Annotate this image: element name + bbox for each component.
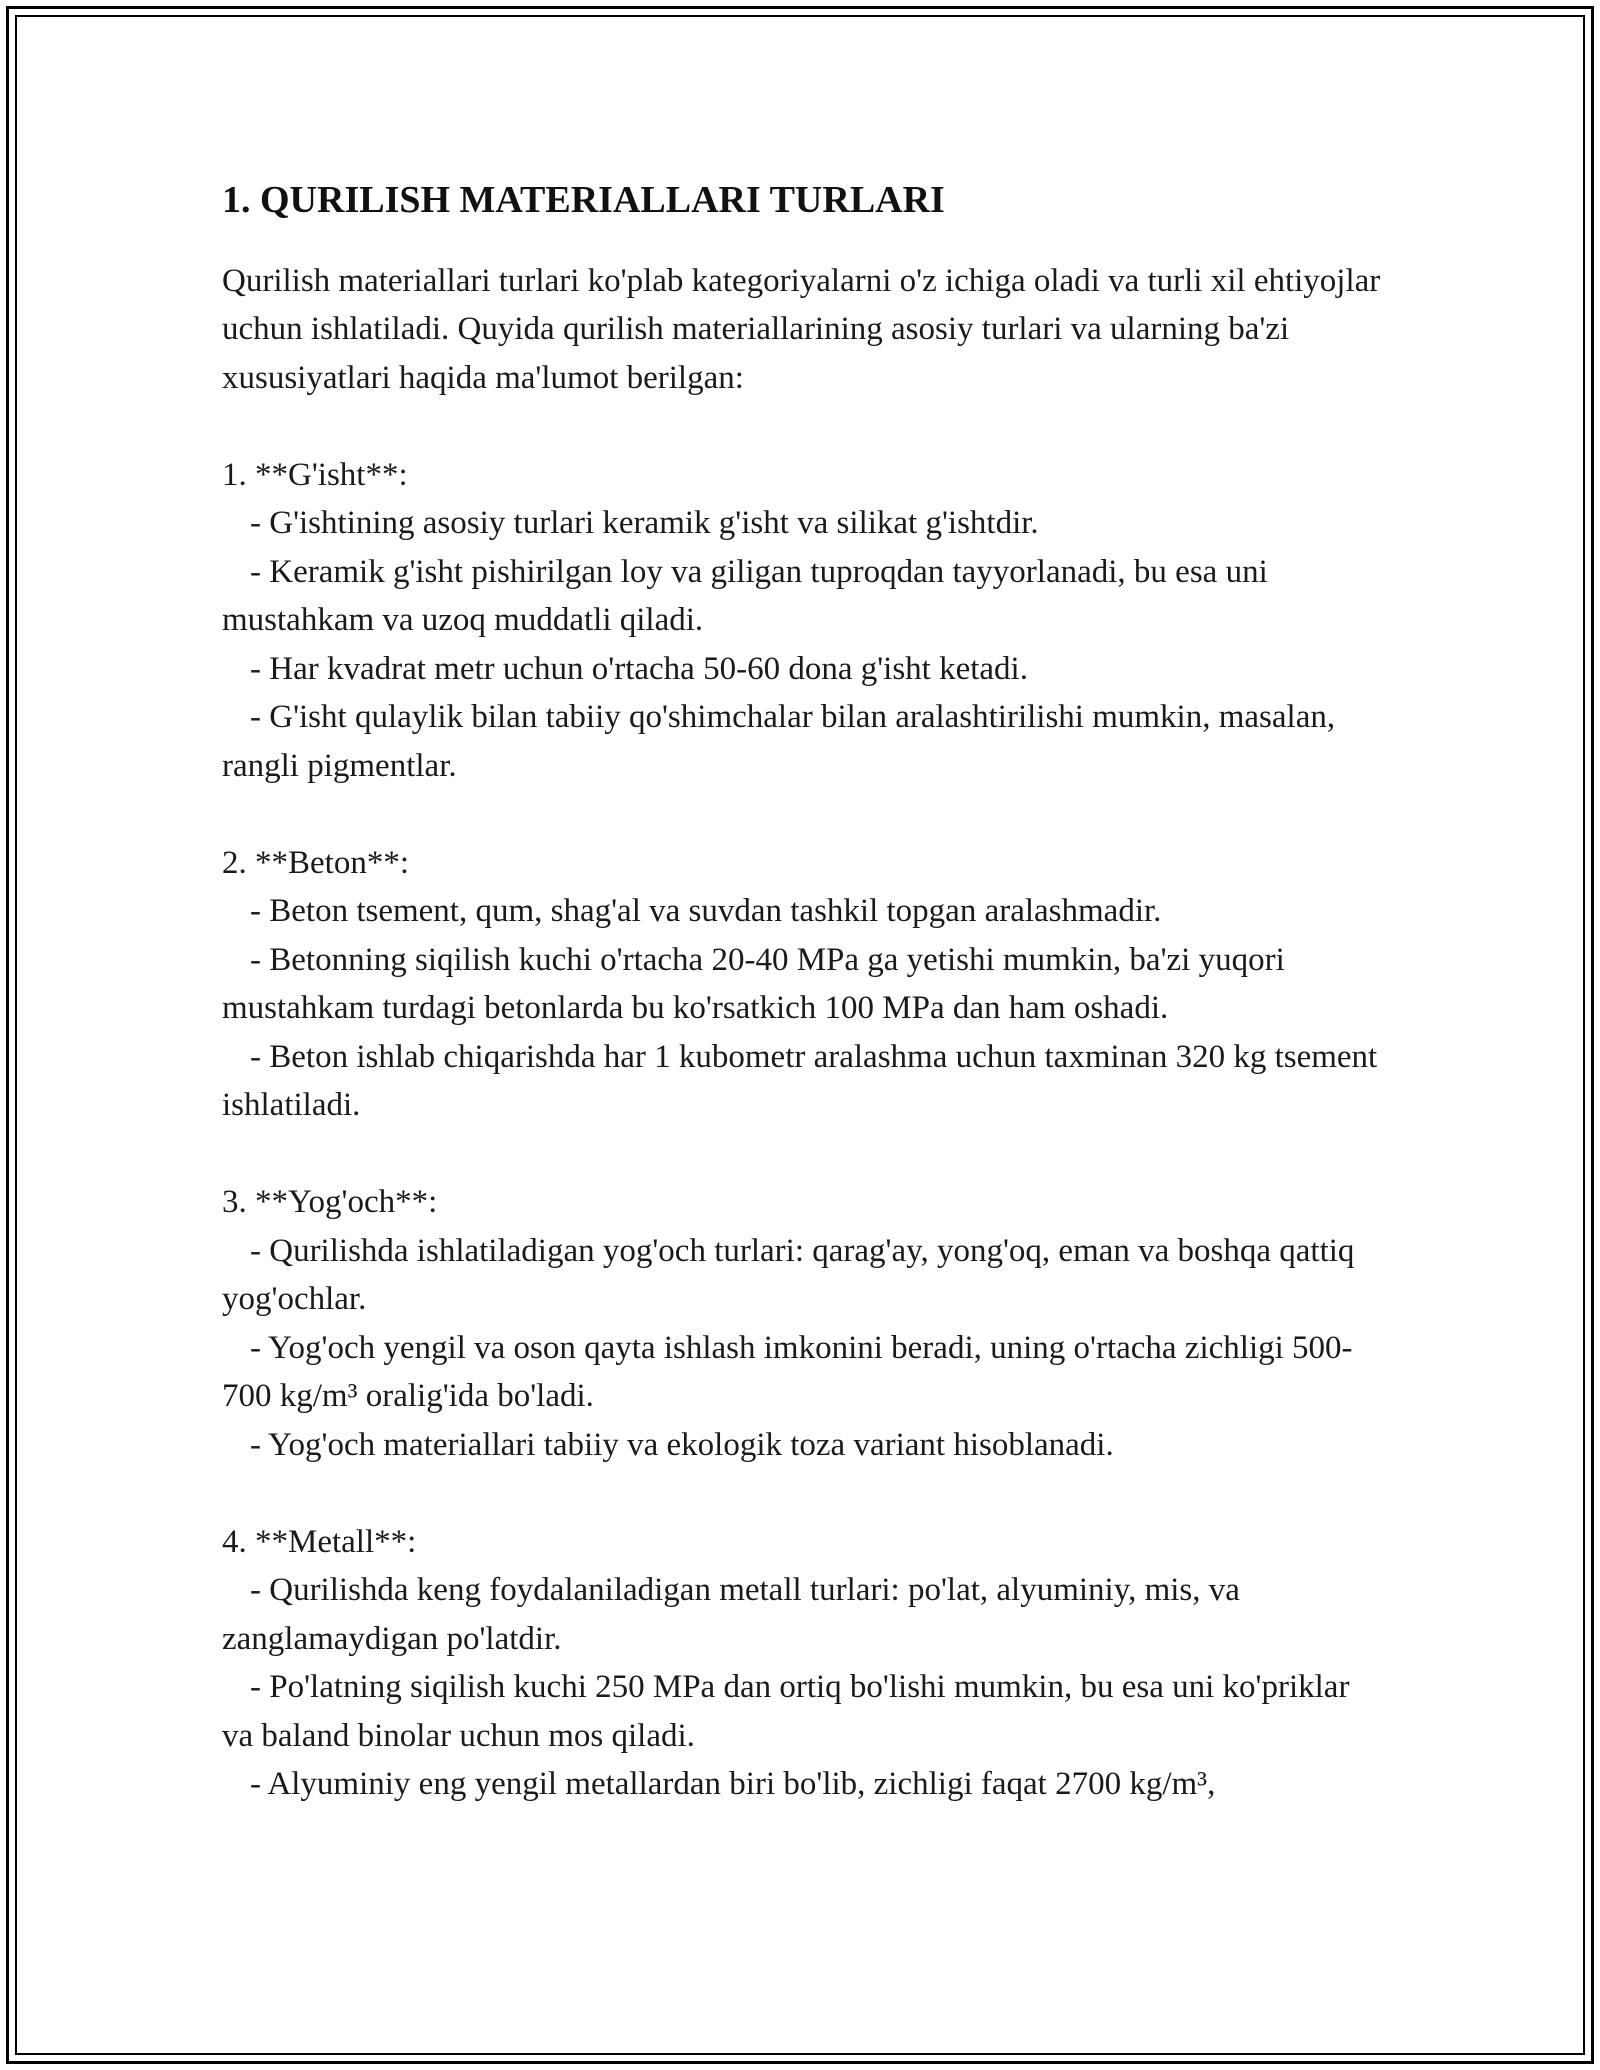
list-item-text: - Yog'och yengil va oson qayta ishlash imkonini beradi, uning o'rtacha zichligi 500-700 kg/m³ oralig'ida bo'ladi. [222,1329,1353,1415]
section-heading: 4. **Metall**: [222,1523,417,1560]
list-item [222,1566,1382,1663]
document-body [222,178,1382,1809]
section-heading: 2. **Beton**: [222,844,409,881]
list-item [222,1033,1382,1130]
list-item-text: - Betonning siqilish kuchi o'rtacha 20-40 MPa ga yetishi mumkin, ba'zi yuqori mustahkam turdagi betonlarda bu ko'rsatkich 100 MPa dan ham oshadi. [222,941,1285,1027]
section-heading: 3. **Yog'och**: [222,1184,438,1221]
list-item [222,548,1382,645]
list-item-text: - Har kvadrat metr uchun o'rtacha 50-60 dona g'isht ketadi. [250,650,1028,687]
list-item [222,499,1382,548]
list-item-text: - Qurilishda ishlatiladigan yog'och turlari: qarag'ay, yong'oq, eman va boshqa qattiq yog'ochlar. [222,1232,1355,1318]
section-gisht [222,451,1382,791]
section-metall [222,1518,1382,1809]
list-item-text: - Beton ishlab chiqarishda har 1 kubometr aralashma uchun taxminan 320 kg tsement ishlatiladi. [222,1038,1378,1124]
list-item-text: - Alyuminiy eng yengil metallardan biri bo'lib, zichligi faqat 2700 kg/m³, [250,1766,1216,1803]
list-item-text: - Beton tsement, qum, shag'al va suvdan tashkil topgan aralashmadir. [250,893,1162,930]
intro-paragraph: Qurilish materiallari turlari ko'plab kategoriyalarni o'z ichiga oladi va turli xil ehtiyojlar uchun ishlatiladi. Quyida qurilish materiallarining asosiy turlari va ularning ba'zi xususiyatlari haqida ma'lumot berilgan: [222,262,1381,396]
list-item [222,1421,1382,1470]
list-item [222,1324,1382,1421]
list-item [222,936,1382,1033]
document-title: 1. QURILISH MATERIALLARI TURLARI [222,179,945,221]
list-item [222,887,1382,936]
section-heading: 1. **G'isht**: [222,456,408,493]
list-item-text: - Keramik g'isht pishirilgan loy va giligan tuproqdan tayyorlanadi, bu esa uni mustahkam va uzoq muddatli qiladi. [222,553,1268,639]
list-item-text: - Po'latning siqilish kuchi 250 MPa dan ortiq bo'lishi mumkin, bu esa uni ko'priklar va baland binolar uchun mos qiladi. [222,1669,1350,1754]
list-item-text: - Yog'och materiallari tabiiy va ekologik toza variant hisoblanadi. [250,1426,1114,1463]
list-item [222,1760,1382,1809]
section-beton [222,839,1382,1130]
list-item-text: - G'isht qulaylik bilan tabiiy qo'shimchalar bilan aralashtirilishi mumkin, masalan, rangli pigmentlar. [222,699,1336,784]
list-item [222,1227,1382,1324]
list-item [222,693,1382,790]
section-yogoch [222,1178,1382,1469]
list-item-text: - Qurilishda keng foydalaniladigan metall turlari: po'lat, alyuminiy, mis, va zanglamaydigan po'latdir. [222,1572,1240,1657]
list-item [222,1663,1382,1760]
list-item-text: - G'ishtining asosiy turlari keramik g'isht va silikat g'ishtdir. [250,505,1039,542]
list-item [222,645,1382,694]
